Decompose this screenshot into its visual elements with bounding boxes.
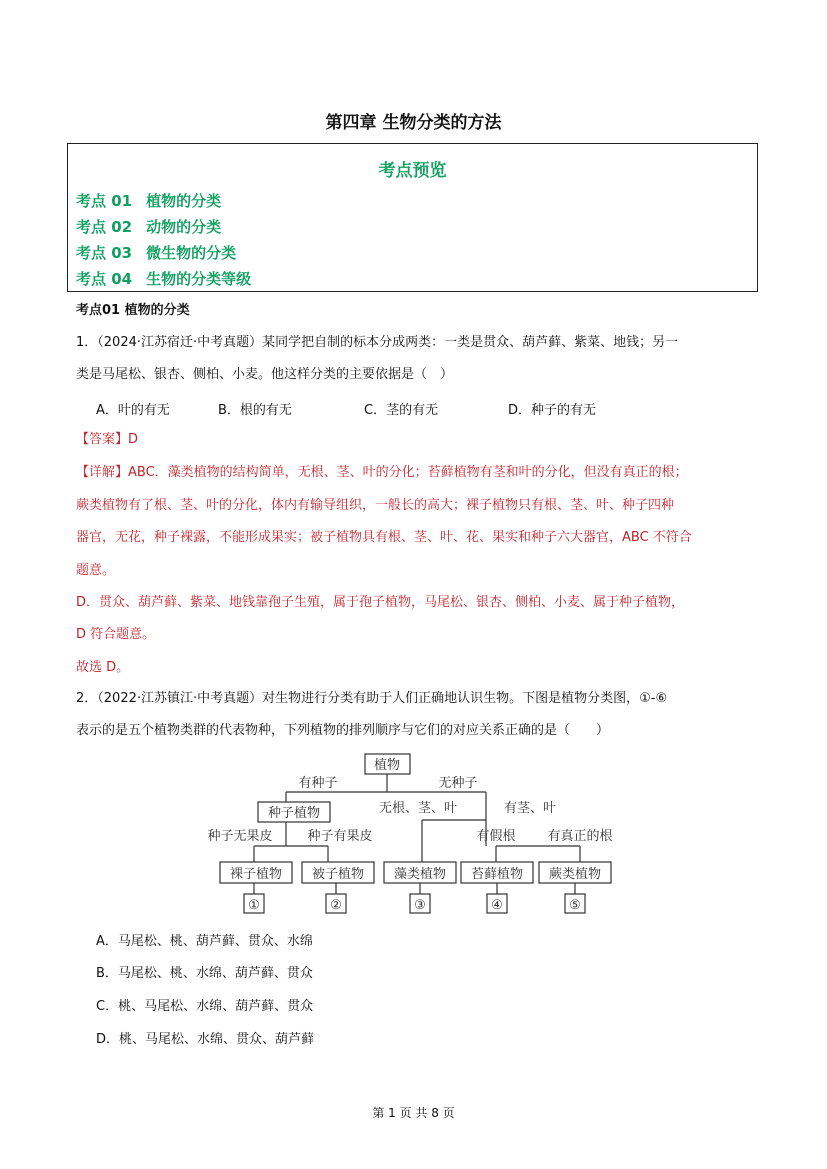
preview-item	[76, 190, 221, 211]
has-pericarp-label: 种子有果皮	[307, 829, 373, 844]
preview-item-code: 考点 02	[76, 218, 133, 236]
preview-item-code: 考点 04	[76, 270, 133, 288]
preview-item	[76, 216, 221, 237]
q1-detail-line: 题意。	[76, 563, 116, 578]
preview-box	[67, 143, 758, 292]
preview-item-name: 微生物的分类	[146, 244, 237, 262]
q1-stem-line: 1．（2024·江苏宿迁·中考真题）某同学把自制的标本分成两类：一类是贯众、葫芦藓、紫菜、地钱；另一	[76, 335, 679, 350]
preview-item-code: 考点 03	[76, 244, 133, 262]
preview-item	[76, 242, 236, 263]
false-root-label: 有假根	[476, 829, 516, 844]
q1-conclusion: 故选 D。	[76, 660, 130, 675]
number-label: ④	[491, 898, 503, 913]
preview-item-name: 动物的分类	[146, 218, 222, 236]
q1-detail-line: D 符合题意。	[76, 627, 156, 642]
group-algae: 藻类植物	[393, 867, 447, 882]
root-label: 植物	[373, 758, 401, 773]
no-seed-label: 无种子	[438, 776, 478, 791]
page-title: 第四章 生物分类的方法	[325, 113, 502, 133]
q1-option-b: B．根的有无	[218, 403, 292, 418]
true-root-label: 有真正的根	[547, 829, 613, 844]
q1-stem-line: 类是马尾松、银杏、侧柏、小麦。他这样分类的主要依据是（ ）	[76, 367, 454, 382]
number-label: ①	[248, 898, 260, 913]
q1-detail-line: 蕨类植物有了根、茎、叶的分化，体内有输导组织，一般长的高大；裸子植物只有根、茎、叶、种子四种	[76, 498, 675, 513]
q1-answer: 【答案】D	[76, 432, 139, 447]
preview-item	[76, 268, 251, 289]
has-stem-leaf-label: 有茎、叶	[503, 801, 557, 816]
preview-item-name: 生物的分类等级	[146, 270, 252, 288]
q1-detail-line: 【详解】ABC．藻类植物的结构简单，无根、茎、叶的分化；苔藓植物有茎和叶的分化，但没有真正的根；	[76, 465, 688, 480]
q2-option-c: C．桃、马尾松、水绵、葫芦藓、贯众	[96, 999, 314, 1014]
plant-classification-diagram	[200, 748, 630, 918]
q1-option-c: C．茎的有无	[364, 403, 439, 418]
page-footer: 第 1 页 共 8 页	[372, 1106, 455, 1120]
q1-option-d: D．种子的有无	[508, 403, 597, 418]
q1-detail-line: 器官，无花，种子裸露，不能形成果实；被子植物具有根、茎、叶、花、果实和种子六大器官，ABC 不符合	[76, 530, 692, 545]
q1-option-a: A．叶的有无	[96, 403, 170, 418]
q1-detail-line: D．贯众、葫芦藓、紫菜、地钱靠孢子生殖，属于孢子植物，马尾松、银杏、侧柏、小麦、属于种子植物，	[76, 595, 685, 610]
has-seed-label: 有种子	[298, 776, 338, 791]
no-root-stem-leaf-label: 无根、茎、叶	[378, 801, 458, 816]
number-label: ②	[330, 898, 342, 913]
q2-option-b: B．马尾松、桃、水绵、葫芦藓、贯众	[96, 966, 313, 981]
preview-item-name: 植物的分类	[146, 192, 222, 210]
group-moss: 苔藓植物	[470, 867, 524, 882]
section-heading: 考点01 植物的分类	[76, 303, 190, 318]
q2-stem-line: 2．（2022·江苏镇江·中考真题）对生物进行分类有助于人们正确地认识生物。下图是植物分类图，①-⑥	[76, 691, 668, 706]
preview-item-code: 考点 01	[76, 192, 133, 210]
group-gymnosperm: 裸子植物	[229, 867, 283, 882]
q2-stem-line: 表示的是五个植物类群的代表物种，下列植物的排列顺序与它们的对应关系正确的是（ ）	[76, 723, 610, 738]
group-fern: 蕨类植物	[548, 867, 602, 882]
number-label: ⑤	[569, 898, 581, 913]
number-label: ③	[414, 898, 426, 913]
no-pericarp-label: 种子无果皮	[207, 829, 273, 844]
seed-plant-label: 种子植物	[267, 806, 321, 821]
q2-option-d: D．桃、马尾松、水绵、贯众、葫芦藓	[96, 1032, 315, 1047]
preview-heading: 考点预览	[378, 161, 447, 181]
q2-option-a: A．马尾松、桃、葫芦藓、贯众、水绵	[96, 934, 313, 949]
group-angiosperm: 被子植物	[311, 867, 365, 882]
